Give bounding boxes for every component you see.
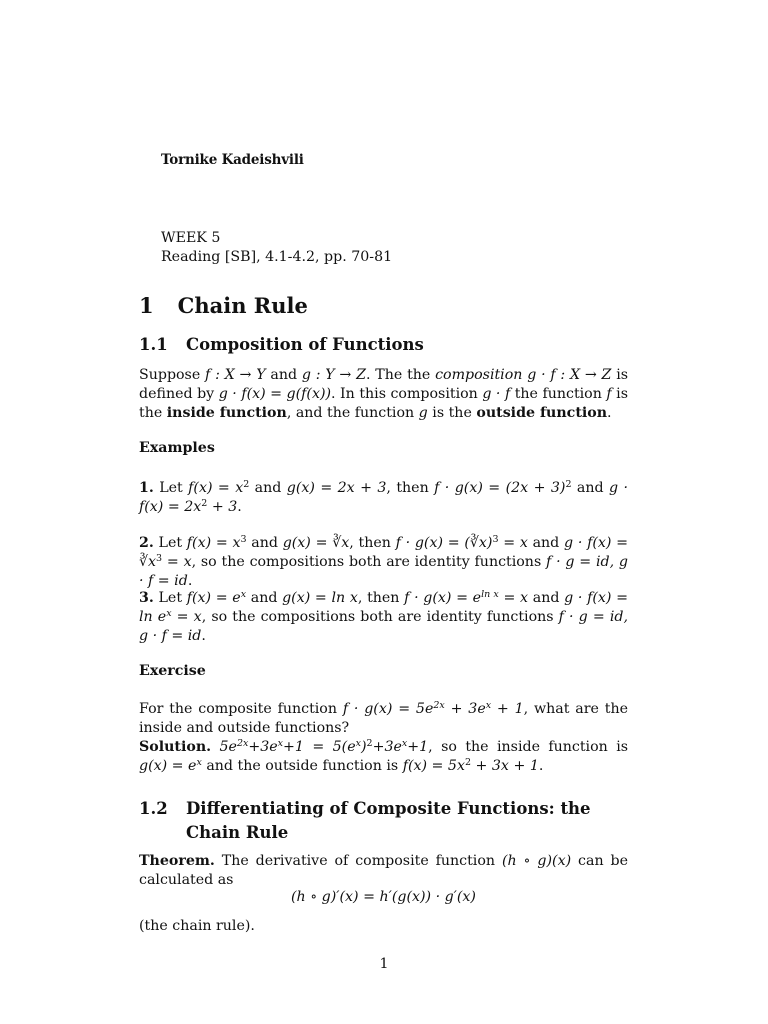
reading-assignment: Reading [SB], 4.1-4.2, pp. 70-81 xyxy=(161,249,393,265)
exercise-paragraph: For the composite function $f \cdot g(x) = 5e^{2x} + 3e^x + 1$, what are the inside and outside functions? Solution. $5e^{2x}+3e^x+1 = 5(e^x)^2+3e^x+1$, so the inside function is $g(x) = e^x$ and the outside function is $f(x) = 5x^2 + 3x + 1$. xyxy=(139,700,629,774)
subsection-title: Composition of Functions xyxy=(186,335,424,354)
author-name: Tornike Kadeishvili xyxy=(161,152,304,168)
outside-function-term: outside function xyxy=(476,405,608,421)
week-label: WEEK 5 xyxy=(161,230,221,246)
theorem-paragraph: Theorem. The derivative of composite function (h ∘ g)(x) can be calculated as xyxy=(139,853,628,888)
example-3: 3. Let $f(x) = e^x$ and g(x) = ln x, then $f \cdot g(x) = e^{ln x} = x$ and $g \cdot f(x) = \ln e^x = x$, so the compositions both are identity functions f · g = id, g · f = id. xyxy=(139,589,628,644)
section-heading xyxy=(139,293,308,318)
section-number: 1 xyxy=(139,293,154,318)
example-2: 2. Let $f(x) = x^3$ and g(x) = ∛x, then f · g(x) = (∛x)$^3$ = x and $g \cdot f(x) = ∛x^3 = x$, so the compositions both are identity functions f · g = id, g · f = id. xyxy=(139,534,629,589)
examples-heading: Examples xyxy=(139,440,215,456)
composition-paragraph: Suppose f : X → Y and g : Y → Z. The the composition g · f : X → Z is defined by g · f(x) = g(f(x)). In this composition g · f the function f is the inside function, and the function g is the outside function. xyxy=(139,367,629,421)
subsection-heading-chain-rule xyxy=(139,797,639,845)
section-title: Chain Rule xyxy=(177,293,308,318)
chain-rule-formula: (h ∘ g)′(x) = h′(g(x)) · g′(x) xyxy=(291,889,476,905)
subsection-number: 1.2 xyxy=(139,799,168,818)
example-1: 1. Let $f(x) = x^2$ and g(x) = 2x + 3, then $f \cdot g(x) = (2x + 3)^2$ and $g \cdot f(x) = 2x^2 + 3$. xyxy=(139,479,629,515)
subsection-number: 1.1 xyxy=(139,335,168,354)
inside-function-term: inside function xyxy=(166,405,287,421)
exercise-heading: Exercise xyxy=(139,663,206,679)
theorem-label: Theorem. xyxy=(139,853,215,869)
chain-rule-caption: (the chain rule). xyxy=(139,918,255,934)
solution-label: Solution. xyxy=(139,739,212,755)
subsection-heading-composition xyxy=(139,335,424,354)
subsection-title: Differentiating of Composite Functions: the Chain Rule xyxy=(186,799,591,842)
composition-term: composition xyxy=(435,367,523,383)
page-number: 1 xyxy=(379,956,389,972)
